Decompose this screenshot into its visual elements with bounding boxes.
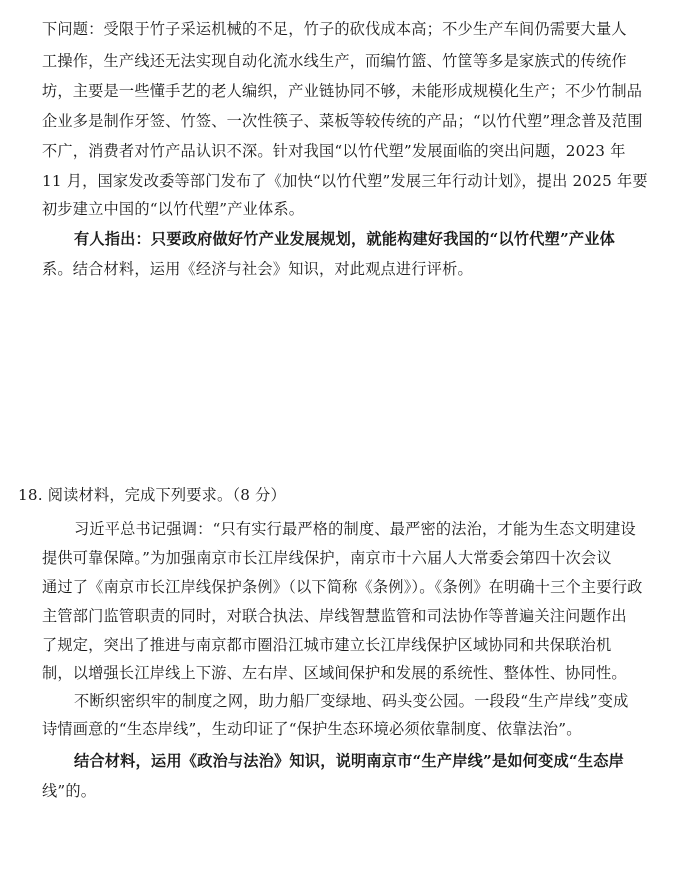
q18-para1-line-6: 制，以增强长江岸线上下游、左右岸、区域间保护和发展的系统性、整体性、协同性。 <box>42 664 627 682</box>
q17-material-line-3: 坊，主要是一些懂手艺的老人编织，产业链协同不够，未能形成规模化生产；不少竹制品 <box>42 82 643 100</box>
q18-question-line-1: 结合材料，运用《政治与法治》知识，说明南京市“生产岸线”是如何变成“生态岸 <box>74 752 624 770</box>
q18-para1-line-2: 提供可靠保障。”为加强南京市长江岸线保护，南京市十六届人大常委会第四十次会议 <box>42 549 612 567</box>
q18-para1-line-1: 习近平总书记强调：“只有实行最严格的制度、最严密的法治，才能为生态文明建设 <box>74 520 636 538</box>
q17-material-line-1: 下问题：受限于竹子采运机械的不足，竹子的砍伐成本高；不少生产车间仍需要大量人 <box>42 20 627 38</box>
q18-para2-line-1: 不断织密织牢的制度之网，助力船厂变绿地、码头变公园。一段段“生产岸线”变成 <box>74 692 629 710</box>
q18-para1-line-3: 通过了《南京市长江岸线保护条例》（以下简称《条例》）。《条例》在明确十三个主要行政 <box>42 578 643 596</box>
q17-material-line-5: 不广，消费者对竹产品认识不深。针对我国“以竹代塑”发展面临的突出问题，2023 年 <box>42 142 626 160</box>
q17-material-line-6: 11 月，国家发改委等部门发布了《加快“以竹代塑”发展三年行动计划》，提出 2025 年要 <box>42 172 648 190</box>
q18-heading: 18. 阅读材料，完成下列要求。（8 分） <box>18 486 286 504</box>
q18-para2-line-2: 诗情画意的“生态岸线”，生动印证了“保护生态环境必须依靠制度、依靠法治”。 <box>42 720 582 738</box>
q17-material-line-7: 初步建立中国的“以竹代塑”产业体系。 <box>42 200 305 218</box>
q17-material-line-2: 工操作，生产线还无法实现自动化流水线生产，而编竹篮、竹筐等多是家族式的传统作 <box>42 52 627 70</box>
q17-question-line-2: 系。结合材料，运用《经济与社会》知识，对此观点进行评析。 <box>42 260 473 278</box>
q17-material-line-4: 企业多是制作牙签、竹签、一次性筷子、菜板等较传统的产品；“以竹代塑”理念普及范围 <box>42 112 643 130</box>
q18-question-line-2: 线”的。 <box>42 782 97 800</box>
q18-para1-line-4: 主管部门监管职责的同时，对联合执法、岸线智慧监管和司法协作等普遍关注问题作出 <box>42 607 627 625</box>
q18-para1-line-5: 了规定，突出了推进与南京都市圈沿江城市建立长江岸线保护区域协同和共保联治机 <box>42 636 612 654</box>
q17-question-line-1: 有人指出：只要政府做好竹产业发展规划，就能构建好我国的“以竹代塑”产业体 <box>74 230 616 248</box>
